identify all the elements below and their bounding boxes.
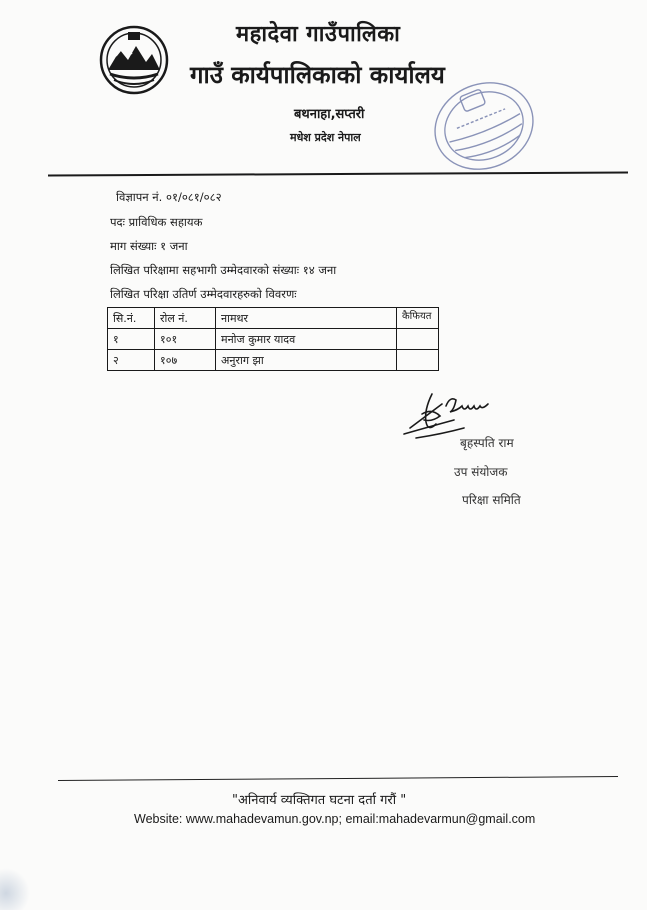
table-row <box>108 350 439 371</box>
signatory-committee: परिक्षा समिति <box>462 493 521 507</box>
header-divider <box>48 171 628 176</box>
footer-divider <box>58 776 618 781</box>
table-header-row <box>108 308 439 329</box>
office-name: गाउँ कार्यपालिकाको कार्यालय <box>190 61 445 89</box>
result-table <box>107 307 439 371</box>
col-serial: सि.नं. <box>108 308 155 329</box>
cell-roll: १०१ <box>155 329 216 350</box>
office-address: बथनाहा,सप्तरी <box>294 107 365 122</box>
scan-smudge <box>0 868 30 910</box>
cell-name: अनुराग झा <box>216 350 397 371</box>
advertisement-number: विज्ञापन नं. ०१/०८१/०८२ <box>116 190 222 204</box>
col-roll: रोल नं. <box>155 308 216 329</box>
signatory-name: बृहस्पति राम <box>460 436 514 450</box>
municipality-name: महादेवा गाउँपालिका <box>236 22 401 47</box>
nepal-emblem-icon <box>98 24 170 96</box>
cell-serial: १ <box>108 329 155 350</box>
table-row <box>108 329 439 350</box>
cell-roll: १०७ <box>155 350 216 371</box>
signatory-role: उप संयोजक <box>454 465 508 479</box>
office-province: मधेश प्रदेश नेपाल <box>290 131 361 144</box>
cell-remarks <box>397 350 439 371</box>
cell-name: मनोज कुमार यादव <box>216 329 397 350</box>
cell-remarks <box>397 329 439 350</box>
demand-count: माग संख्याः १ जना <box>110 239 188 253</box>
col-remarks: कैफियत <box>397 308 439 329</box>
post-title: पदः प्राविधिक सहायक <box>110 215 203 229</box>
participant-count: लिखित परिक्षामा सहभागी उम्मेदवारको संख्याः १४ जना <box>110 263 337 277</box>
footer-contact: Website: www.mahadevamun.gov.np; email:mahadevarmun@gmail.com <box>134 812 536 826</box>
office-seal-icon <box>428 76 540 176</box>
cell-serial: २ <box>108 350 155 371</box>
footer-slogan: "अनिवार्य व्यक्तिगत घटना दर्ता गरौं " <box>232 793 407 808</box>
details-heading: लिखित परिक्षा उतिर्ण उम्मेदवारहरुको विवरणः <box>110 287 297 301</box>
col-name: नामथर <box>216 308 397 329</box>
